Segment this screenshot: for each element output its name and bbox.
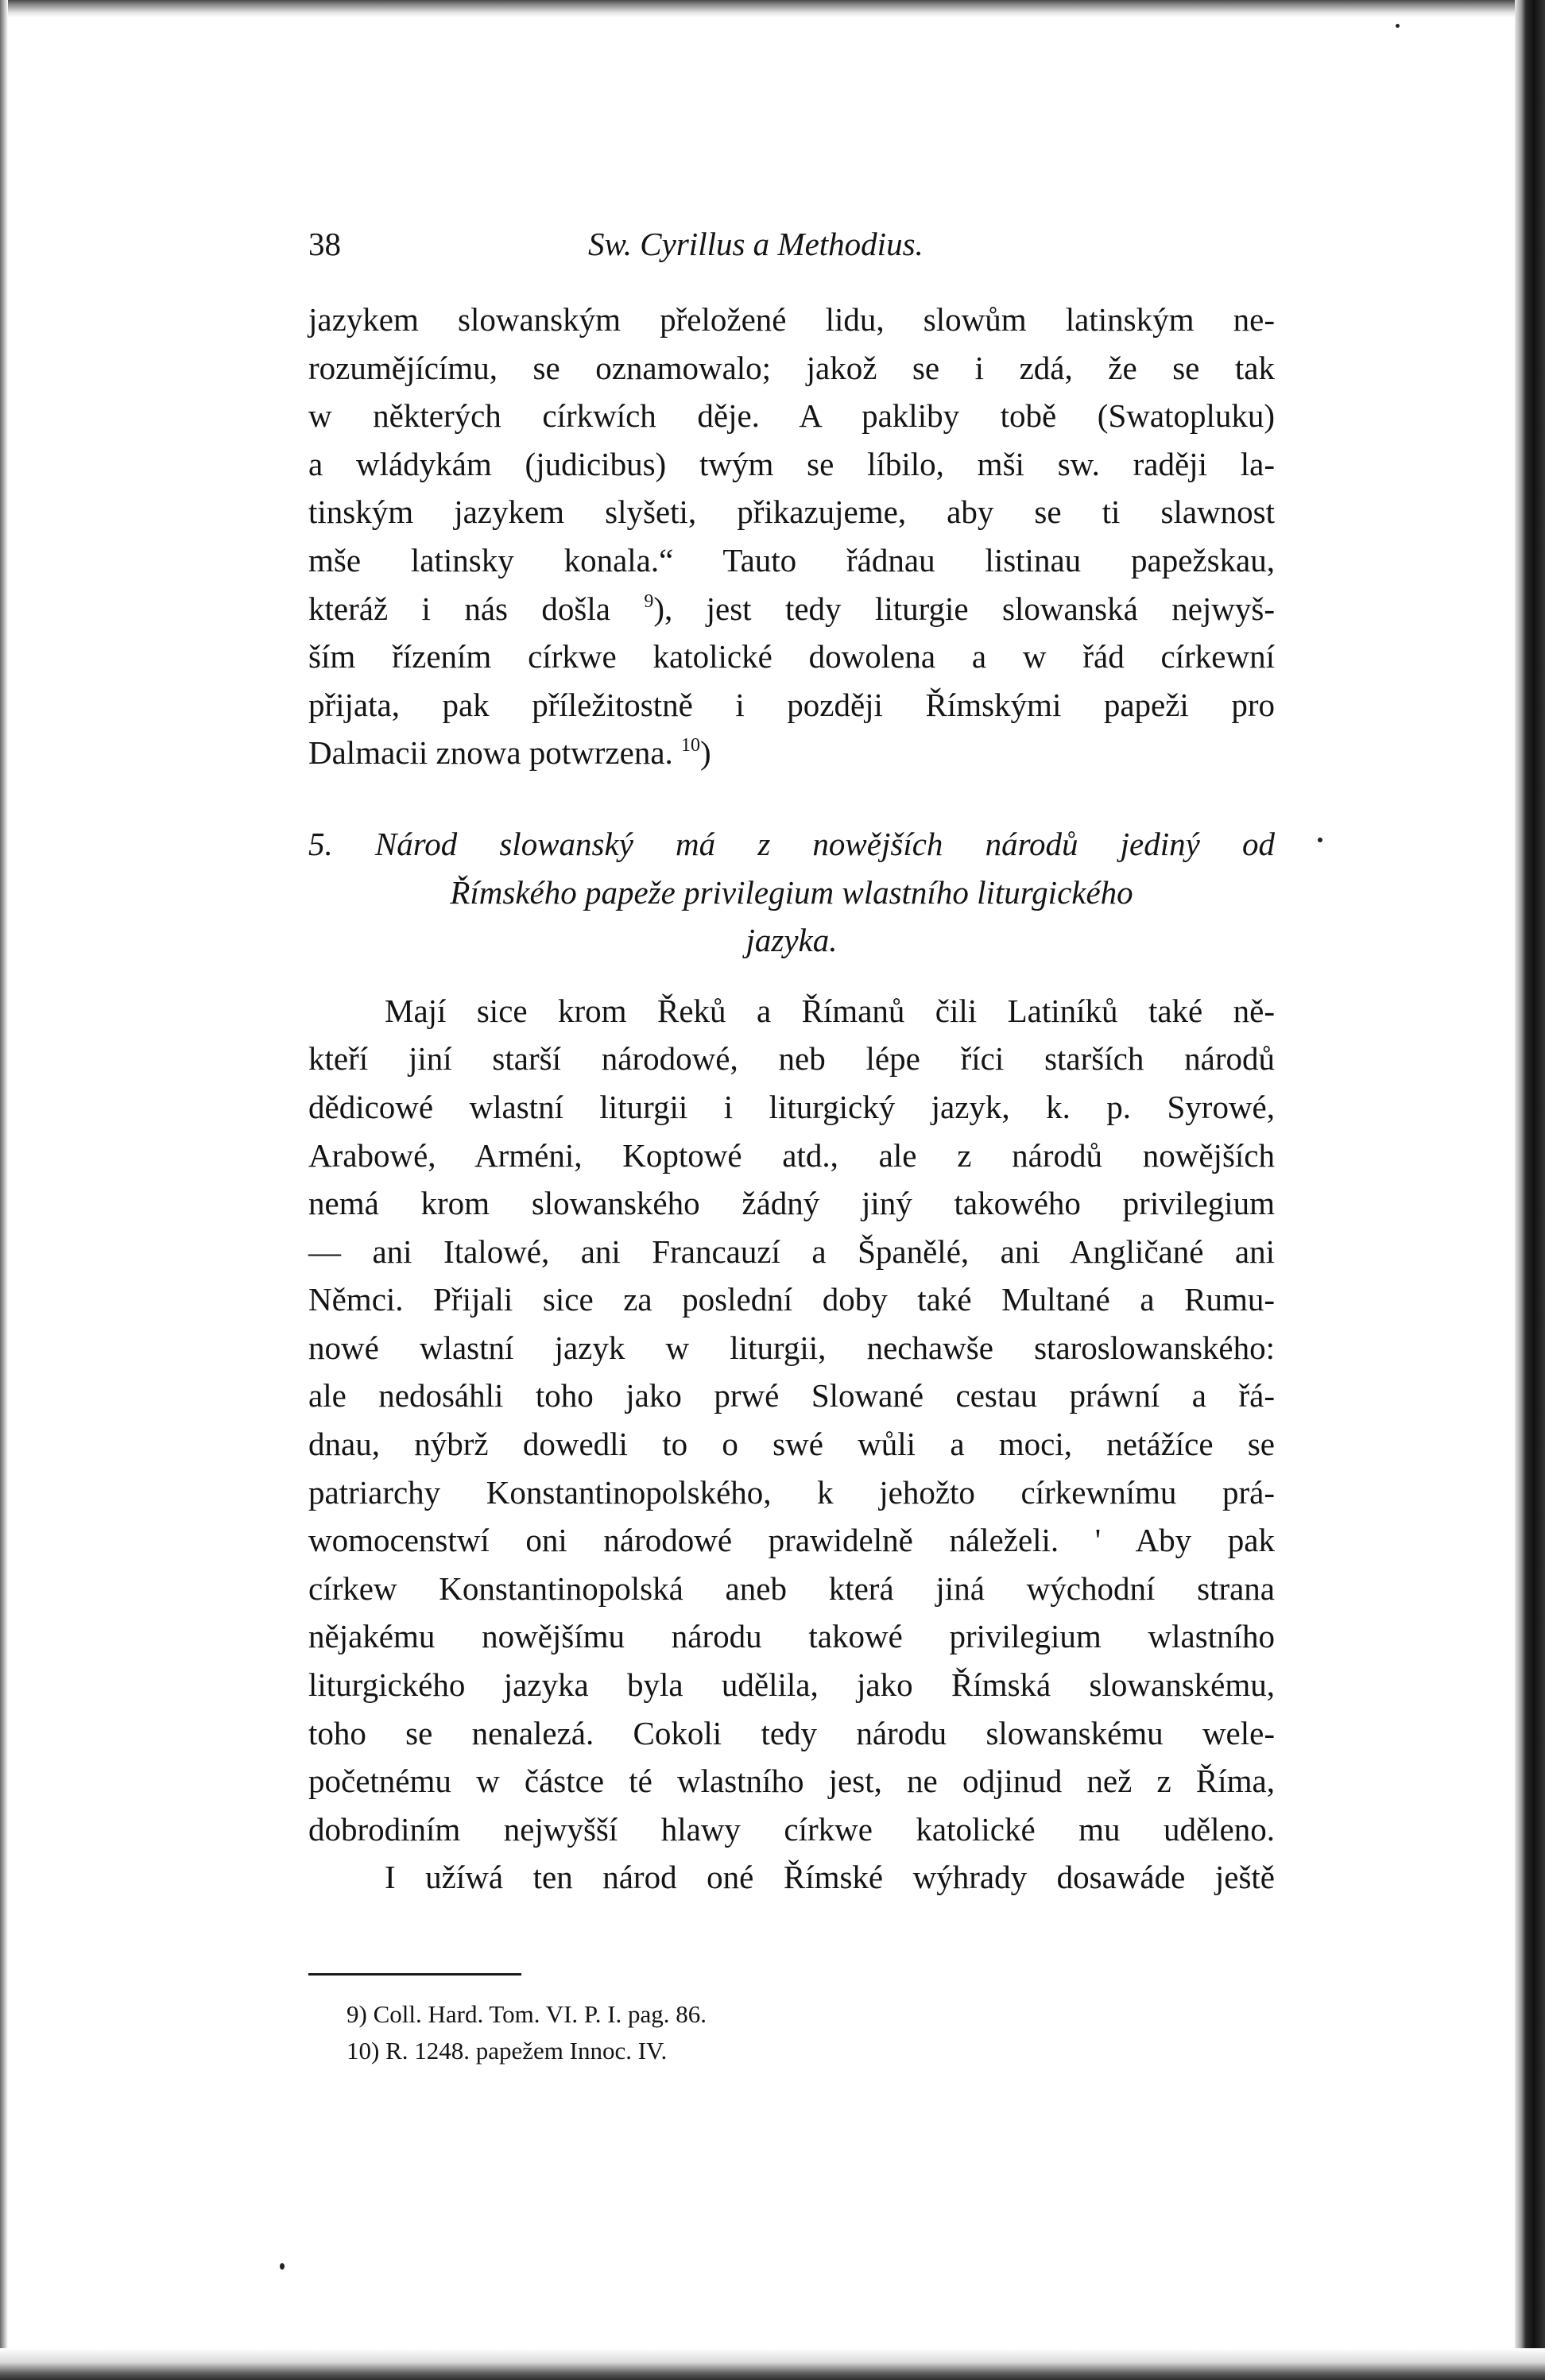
text-line: tinským jazykem slyšeti, přikazujeme, aby se ti slawnost — [308, 493, 1275, 531]
text-line-with-note-9 — [308, 585, 1275, 633]
spacer — [308, 777, 1275, 820]
text-line: početnému w částce té wlastního jest, ne odjinud než z Říma, — [308, 1763, 1275, 1800]
text-line: I užíwá ten národ oné Římské wýhrady dosawáde ještě — [385, 1859, 1275, 1896]
ink-speck — [1318, 838, 1322, 842]
footnote-ref-9[interactable]: 9 — [644, 590, 654, 612]
footnote-9: 9) Coll. Hard. Tom. VI. P. I. pag. 86. — [347, 2000, 707, 2028]
text-line: dobrodiním nejwyšší hlawy církwe katolické mu uděleno. — [308, 1810, 1275, 1848]
text-segment: Dalmacii znowa potwrzena. — [308, 734, 682, 772]
text-line: ším řízením církwe katolické dowolena a w řád církewní — [308, 638, 1275, 675]
page-number: 38 — [308, 226, 341, 262]
paragraph-2 — [308, 987, 1275, 1854]
paragraph-3 — [308, 1853, 1275, 1902]
text-line: a wládykám (judicibus) twým se líbilo, mši sw. raději la- — [308, 445, 1275, 482]
text-line: w některých církwích děje. A pakliby tobě (Swatopluku) — [308, 397, 1275, 435]
text-line: Němci. Přijali sice za poslední doby také Multané a Rumu- — [308, 1281, 1275, 1318]
section-heading — [308, 820, 1275, 965]
text-line: Arabowé, Arméni, Koptowé atd., ale z národů nowějších — [308, 1136, 1275, 1174]
text-line: rozumějícímu, se oznamowalo; jakož se i zdá, že se tak — [308, 349, 1275, 386]
page-edge-left — [0, 0, 8, 2380]
spacer — [308, 965, 1275, 987]
footnotes — [347, 1996, 707, 2069]
footnote-rule — [308, 1973, 521, 1976]
text-line: církew Konstantinopolská aneb která jiná wýchodní strana — [308, 1569, 1275, 1607]
text-line: dnau, nýbrž dowedli to o swé wůli a moci, netážíce se — [308, 1426, 1275, 1463]
text-segment: ), jest tedy liturgie slowanská nejwyš- — [653, 590, 1275, 627]
text-line: jazykem slowanským přeložené lidu, slowům latinským ne- — [308, 301, 1275, 338]
heading-line: Římského papeže privilegium wlastního liturgického — [450, 873, 1133, 911]
text-line: liturgického jazyka byla udělila, jako Římská slowanskému, — [308, 1666, 1275, 1704]
text-line: kteří jiní starší národowé, neb lépe říci starších národů — [308, 1040, 1275, 1078]
ink-speck — [280, 2263, 285, 2270]
text-line: womocenstwí oni národowé prawidelně náleželi. ' Aby pak — [308, 1522, 1275, 1559]
text-segment: ) — [700, 734, 711, 772]
text-segment: kteráž i nás došla — [308, 590, 645, 627]
text-line: nowé wlastní jazyk w liturgii, nechawše staroslowanského: — [308, 1329, 1275, 1366]
footnote-10: 10) R. 1248. papežem Innoc. IV. — [347, 2037, 668, 2065]
text-line: — ani Italowé, ani Francauzí a Španělé, ani Angličané ani — [308, 1233, 1275, 1270]
text-line: nemá krom slowanského žádný jiný takowého privilegium — [308, 1185, 1275, 1222]
text-line-with-note-10 — [308, 729, 1275, 777]
text-line: přijata, pak příležitostně i později Římskými papeži pro — [308, 686, 1275, 723]
text-line: dědicowé wlastní liturgii i liturgický jazyk, k. p. Syrowé, — [308, 1088, 1275, 1125]
text-line: toho se nenalezá. Cokoli tedy národu slowanskému wele- — [308, 1714, 1275, 1751]
page-edge-bottom — [0, 2348, 1545, 2380]
heading-line: jazyka. — [745, 922, 838, 959]
page-edge-right — [1515, 0, 1545, 2380]
body-text — [308, 296, 1275, 1902]
paragraph-1 — [308, 296, 1275, 777]
running-title: Sw. Cyrillus a Methodius. — [588, 226, 924, 262]
text-line: patriarchy Konstantinopolského, k jehožto církewnímu prá- — [308, 1473, 1275, 1511]
running-head — [308, 225, 1275, 273]
text-line: nějakému nowějšímu národu takowé privilegium wlastního — [308, 1618, 1275, 1655]
page-edge-top — [0, 0, 1545, 17]
heading-line: 5. Národ slowanský má z nowějších národů jediný od — [308, 825, 1275, 862]
ink-speck — [1396, 24, 1400, 28]
text-line: mše latinsky konala.“ Tauto řádnau listinau papežskau, — [308, 541, 1275, 579]
footnote-ref-10[interactable]: 10 — [681, 735, 701, 757]
text-line: ale nedosáhli toho jako prwé Slowané cestau práwní a řá- — [308, 1377, 1275, 1414]
text-line: Mají sice krom Řeků a Římanů čili Latiníků také ně- — [385, 992, 1275, 1029]
